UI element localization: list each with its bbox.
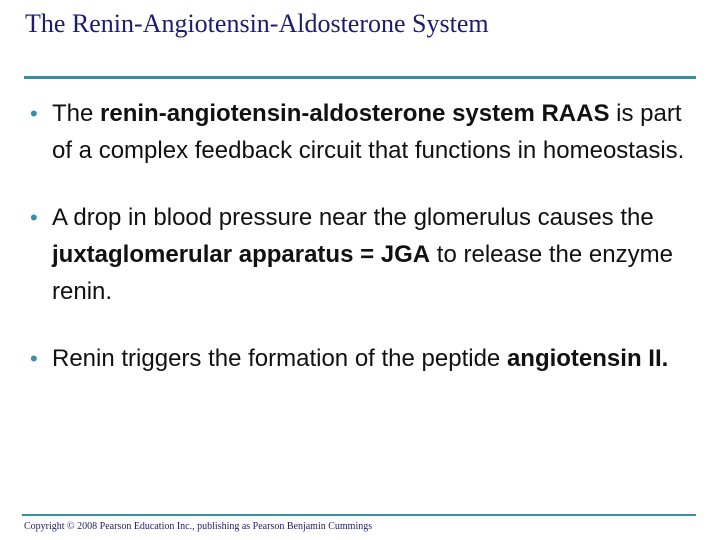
bullet-item-1 bbox=[30, 95, 700, 169]
bullet-text: The bbox=[52, 100, 101, 127]
copyright-footer: Copyright © 2008 Pearson Education Inc., publishing as Pearson Benjamin Cummings bbox=[24, 521, 373, 532]
bullet-bold-term: angiotensin II. bbox=[506, 345, 669, 372]
title-divider bbox=[24, 76, 696, 79]
bullet-bold-term: juxtaglomerular apparatus = JGA bbox=[52, 241, 431, 268]
bullet-text: is part of a complex feedback circuit that functions in homeostasis. bbox=[52, 100, 685, 164]
bullet-dot-icon: • bbox=[30, 205, 38, 230]
bullet-text: A drop in blood pressure near the glomerulus causes the bbox=[52, 204, 654, 231]
bullet-dot-icon: • bbox=[30, 101, 38, 126]
bullet-text: Renin triggers the formation of the peptide bbox=[52, 345, 507, 372]
bullet-text: to release the enzyme renin. bbox=[52, 241, 673, 305]
bullet-item-3 bbox=[30, 340, 700, 377]
bullet-dot-icon: • bbox=[30, 346, 38, 371]
footer-divider bbox=[22, 514, 696, 516]
bullet-list bbox=[30, 95, 700, 377]
slide-title: The Renin-Angiotensin-Aldosterone System bbox=[25, 9, 489, 38]
bullet-item-2 bbox=[30, 199, 700, 310]
bullet-bold-term: renin-angiotensin-aldosterone system RAAS bbox=[100, 100, 610, 127]
